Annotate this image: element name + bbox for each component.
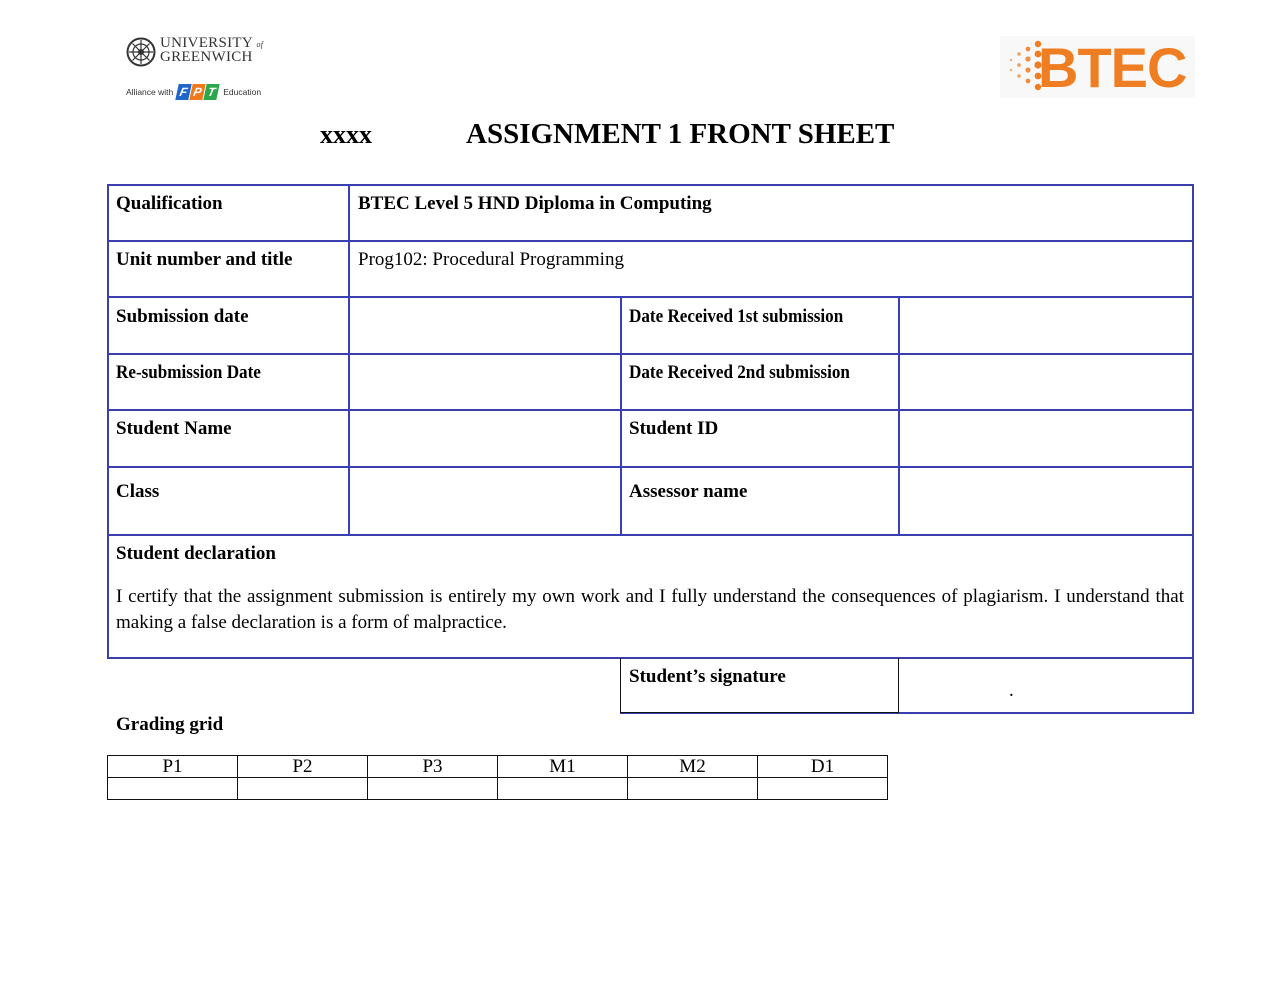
university-of-greenwich-logo xyxy=(126,36,266,106)
table-divider xyxy=(107,534,1194,536)
date-received-2-label: Date Received 2nd submission xyxy=(629,362,850,383)
unit-value: Prog102: Procedural Programming xyxy=(358,249,624,270)
grading-grid-label: Grading grid xyxy=(116,714,224,735)
grading-grid xyxy=(107,755,888,800)
table-divider xyxy=(898,296,900,535)
grade-cell[interactable] xyxy=(758,778,888,800)
greenwich-crest-icon xyxy=(126,37,156,67)
table-divider xyxy=(620,296,622,535)
signature-border xyxy=(898,658,899,713)
date-received-1-label: Date Received 1st submission xyxy=(629,306,844,327)
table-border xyxy=(107,184,109,658)
qualification-value: BTEC Level 5 HND Diploma in Computing xyxy=(358,193,712,214)
table-divider xyxy=(107,657,1194,659)
grade-cell[interactable] xyxy=(498,778,628,800)
btec-wordmark: BTEC xyxy=(1038,36,1187,99)
table-divider xyxy=(107,466,1194,468)
declaration-text: I certify that the assignment submission is entirely my own work and I fully understand the consequences of plagiarism. I understand that making a false declaration is a form of malpractice. xyxy=(116,586,1184,633)
grading-value-row xyxy=(108,778,888,800)
grade-header: P1 xyxy=(108,756,238,778)
grade-cell[interactable] xyxy=(108,778,238,800)
table-divider xyxy=(107,409,1194,411)
signature-border xyxy=(620,712,899,713)
qualification-label: Qualification xyxy=(116,193,223,214)
table-divider xyxy=(107,240,1194,242)
table-divider xyxy=(107,353,1194,355)
table-border xyxy=(1192,184,1194,713)
grade-cell[interactable] xyxy=(238,778,368,800)
assignment-code: xxxx xyxy=(320,120,372,149)
submission-date-label: Submission date xyxy=(116,306,249,327)
signature-border xyxy=(620,658,621,713)
grade-header: P3 xyxy=(368,756,498,778)
grade-header: P2 xyxy=(238,756,368,778)
student-name-label: Student Name xyxy=(116,418,232,439)
class-label: Class xyxy=(116,481,160,502)
unit-label: Unit number and title xyxy=(116,249,293,270)
assessor-label: Assessor name xyxy=(629,481,748,502)
grade-header: M2 xyxy=(628,756,758,778)
resubmission-date-label: Re-submission Date xyxy=(116,362,261,383)
page-title: ASSIGNMENT 1 FRONT SHEET xyxy=(466,118,895,150)
signature-value[interactable]: . xyxy=(1009,680,1014,701)
grading-header-row xyxy=(108,756,888,778)
grade-header: D1 xyxy=(758,756,888,778)
table-divider xyxy=(107,296,1194,298)
table-border xyxy=(107,184,1194,186)
grade-header: M1 xyxy=(498,756,628,778)
table-divider xyxy=(348,184,350,535)
grade-cell[interactable] xyxy=(368,778,498,800)
student-id-label: Student ID xyxy=(629,418,719,439)
grade-cell[interactable] xyxy=(628,778,758,800)
btec-logo xyxy=(1000,36,1195,98)
alliance-line: Alliance with F P T Education xyxy=(126,85,262,99)
declaration-heading: Student declaration xyxy=(116,543,276,564)
signature-label: Student’s signature xyxy=(629,666,786,687)
fpt-logo: F P T xyxy=(177,84,219,100)
university-name: UNIVERSITY of GREENWICH xyxy=(160,35,264,65)
